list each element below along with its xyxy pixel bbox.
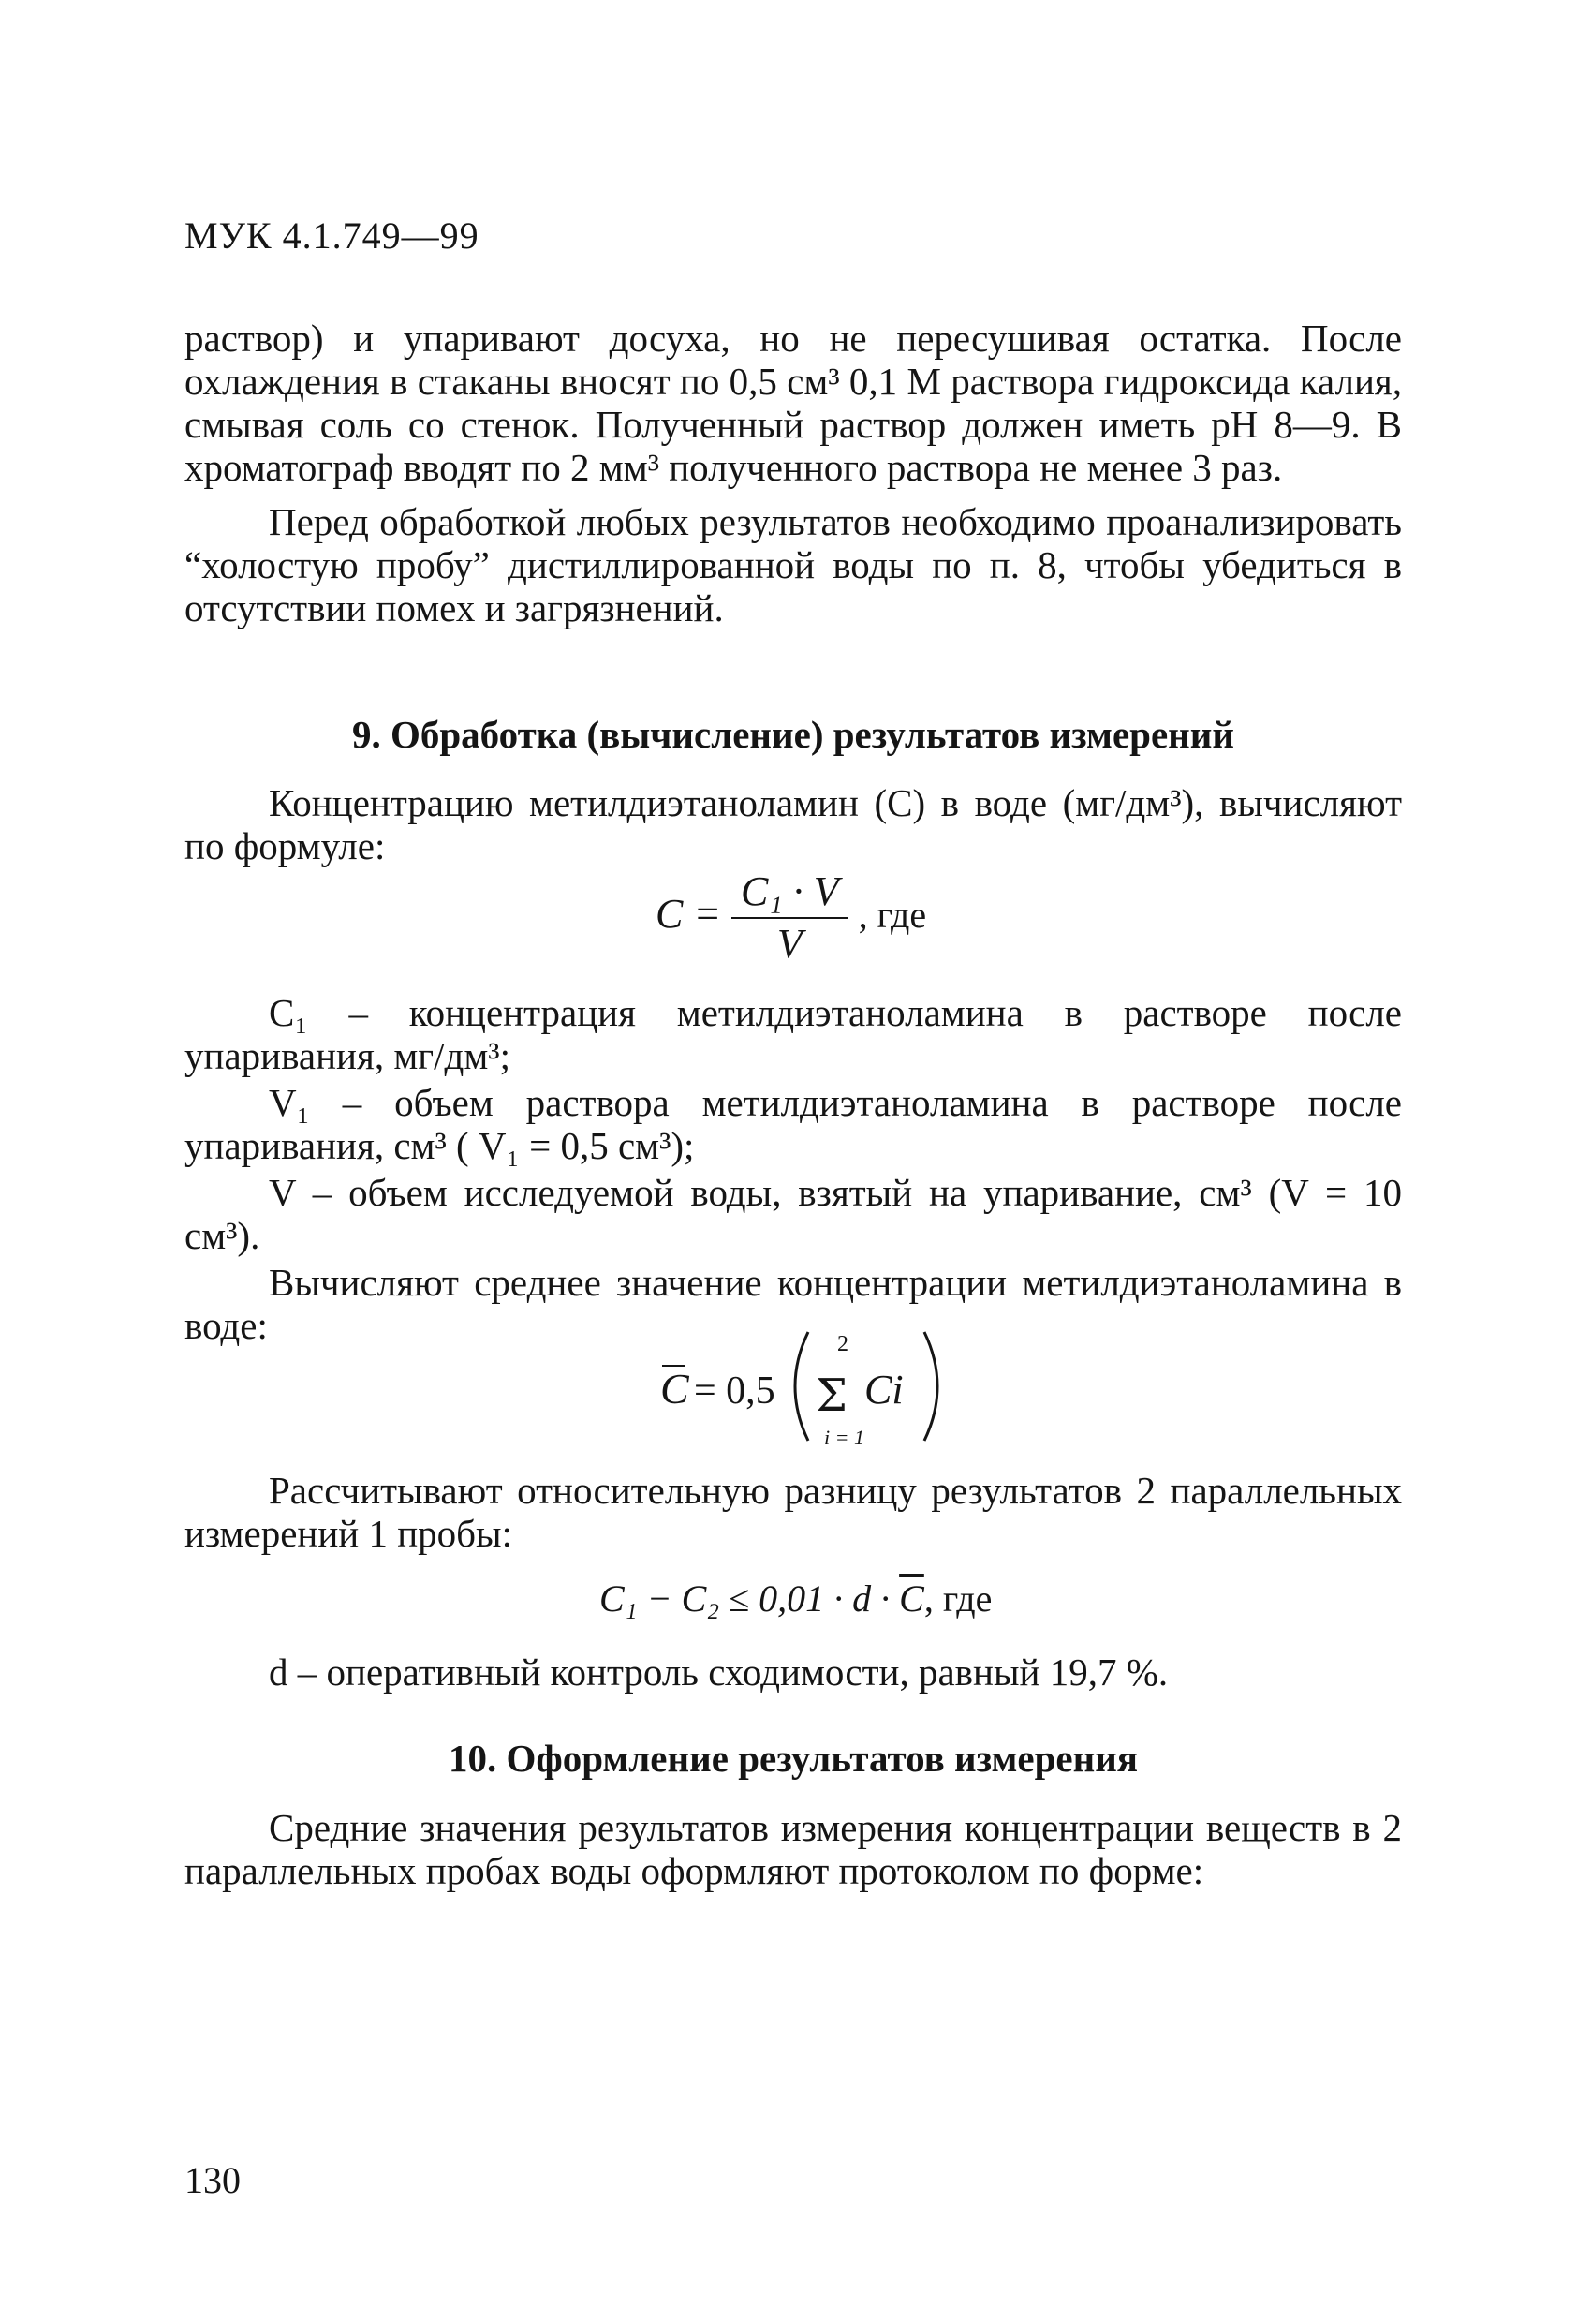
- difference-c-bar: $\overline{C}$: [899, 1577, 924, 1620]
- mean-lhs: C: [660, 1365, 689, 1413]
- definition-d: d – оперативный контроль сходимости, равный 19,7 %.: [269, 1650, 1169, 1694]
- definition-c1: C₁ – концентрация метилдиэтаноламина в растворе после упаривания, мг/дм³;: [184, 991, 1402, 1077]
- formula-suffix: , где: [858, 894, 927, 937]
- sigma-icon: Σ: [816, 1369, 848, 1422]
- formula-fraction: [731, 866, 848, 970]
- mean-intro: Вычисляют среднее значение концентрации метилдиэтаноламина в воде:: [184, 1261, 1402, 1347]
- right-paren-icon: [924, 1332, 937, 1441]
- sum-upper: 2: [837, 1332, 848, 1356]
- section-9-intro: Концентрацию метилдиэтаноламин (С) в воде (мг/дм³), вычисляют по формуле:: [184, 781, 1402, 867]
- d-definition-block: [184, 1650, 1402, 1694]
- formula-mean-graphic: [660, 1321, 960, 1452]
- definition-v: V – объем исследуемой воды, взятый на упаривание, см³ (V = 10 см³).: [184, 1171, 1402, 1257]
- formula-numerator: C₁ · V: [731, 866, 848, 919]
- formula-difference: [599, 1576, 992, 1621]
- mean-eq: = 0,5: [694, 1369, 775, 1413]
- paragraph-2: Перед обработкой любых результатов необходимо проанализировать “холостую пробу” дистиллированной воды по п. 8, чтобы убедиться в отсутствии помех и загрязнений.: [184, 500, 1402, 629]
- formula-concentration: [656, 866, 926, 970]
- diff-intro-block: [184, 1469, 1402, 1555]
- definitions-block: [184, 991, 1402, 1347]
- page-number: 130: [184, 2159, 241, 2201]
- diff-intro: Рассчитывают относительную разницу результатов 2 параллельных измерений 1 пробы:: [184, 1469, 1402, 1555]
- sum-lower: i = 1: [824, 1426, 864, 1449]
- formula-denominator: V: [776, 921, 803, 967]
- document-code: МУК 4.1.749—99: [184, 215, 479, 257]
- difference-expression: C₁ − C₂ ≤ 0,01 · d ·: [599, 1577, 891, 1620]
- formula-mean: [660, 1321, 960, 1452]
- section-10-heading: 10. Оформление результатов измерения: [448, 1737, 1139, 1780]
- section-9-intro-block: [184, 781, 1402, 867]
- difference-suffix: , где: [923, 1577, 993, 1620]
- section-10-text: Средние значения результатов измерения концентрации веществ в 2 параллельных пробах воды оформляют протоколом по форме:: [184, 1806, 1402, 1892]
- sum-term: Ci: [864, 1367, 904, 1413]
- paragraph-1: раствор) и упаривают досуха, но не пересушивая остатка. После охлаждения в стаканы вносят по 0,5 см³ 0,1 М раствора гидроксида калия, смывая соль со стенок. Полученный раствор должен иметь рН 8—9. В хроматограф вводят по 2 мм³ полученного раствора не менее 3 раз.: [184, 317, 1402, 489]
- formula-lhs: C =: [656, 891, 722, 938]
- left-paren-icon: [795, 1332, 808, 1441]
- paragraph-block-top: [184, 317, 1402, 629]
- section-9-heading: 9. Обработка (вычисление) результатов измерений: [351, 713, 1235, 756]
- section-10-block: [184, 1806, 1402, 1892]
- definition-v1: V₁ – объем раствора метилдиэтаноламина в растворе после упаривания, см³ ( V₁ = 0,5 см³);: [184, 1081, 1402, 1167]
